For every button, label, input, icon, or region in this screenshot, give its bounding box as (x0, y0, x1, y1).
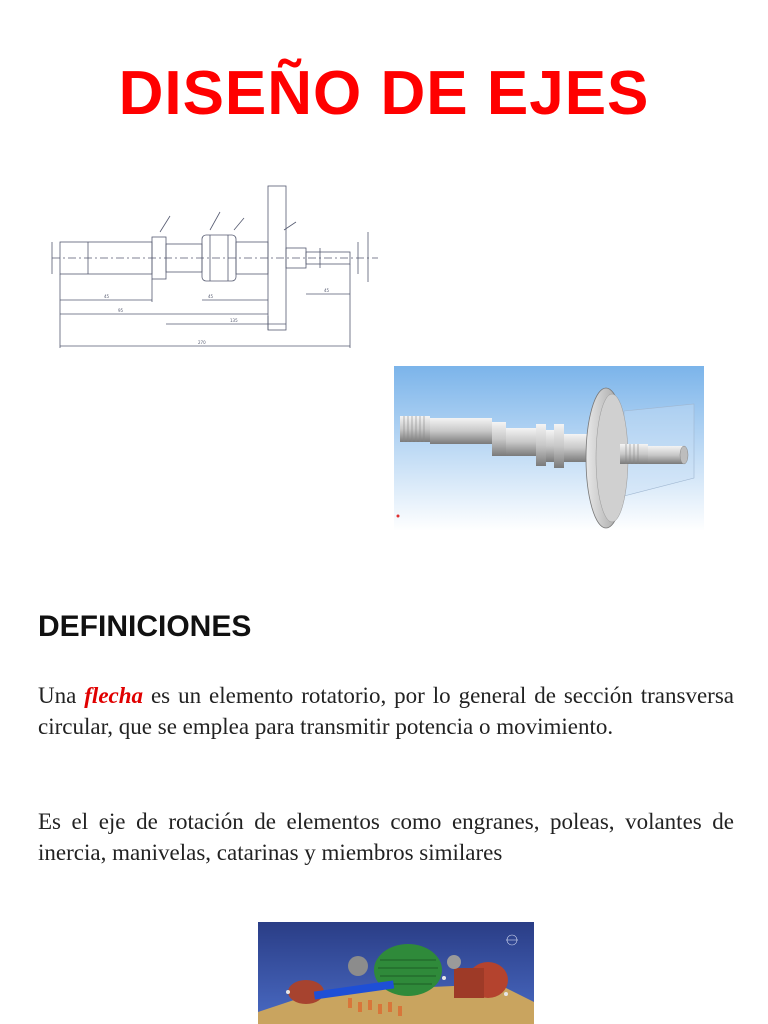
shaft-technical-drawing (48, 182, 382, 352)
page-title: DISEÑO DE EJES (118, 59, 650, 128)
svg-text:45: 45 (324, 288, 330, 293)
rotation-paragraph: Es el eje de rotación de elementos como engranes, poleas, volantes de inercia, manivelas, catarinas y miembros similares (38, 809, 734, 865)
svg-text:95: 95 (118, 308, 124, 313)
highlight-term: flecha (84, 683, 144, 708)
section-heading: DEFINICIONES (38, 610, 252, 643)
svg-text:45: 45 (208, 294, 214, 299)
paragraph1-start: Una (38, 683, 85, 708)
shaft-3d-render (394, 366, 704, 531)
gear-assembly-image (258, 922, 534, 1024)
svg-text:135: 135 (230, 318, 238, 323)
svg-text:270: 270 (198, 340, 206, 345)
definition-paragraph (38, 680, 734, 742)
paragraph1-rest: es un elemento rotatorio, por lo general de sección transversa circular, que se emplea para transmitir potencia o movimiento. (38, 683, 734, 739)
svg-text:45: 45 (104, 294, 110, 299)
